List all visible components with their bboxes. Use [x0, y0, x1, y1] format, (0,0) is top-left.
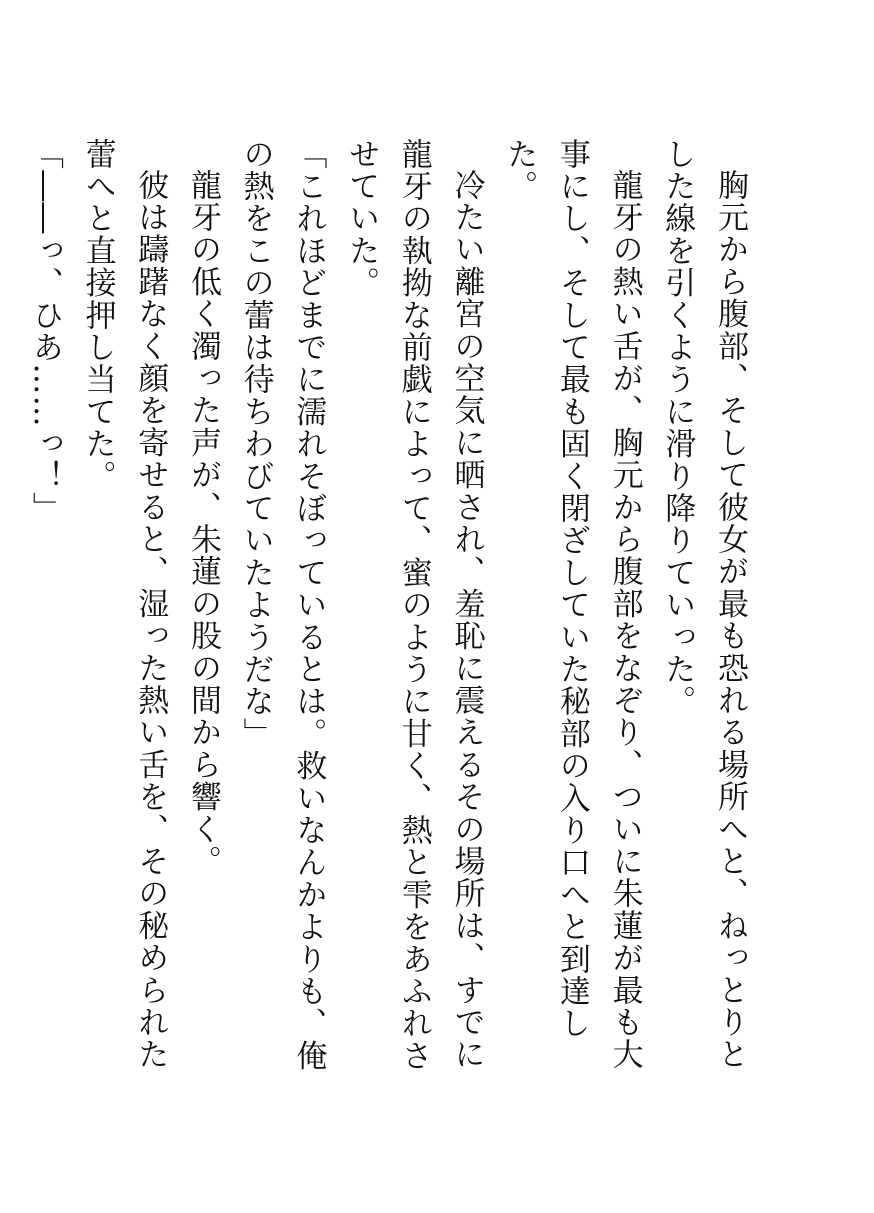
- paragraph-1: 胸元から腹部、そして彼女が最も恐れる場所へと、ねっとりとした線を引くように滑り降りていった。: [659, 138, 748, 1071]
- paragraph-2: 龍牙の熱い舌が、胸元から腹部をなぞり、ついに朱蓮が最も大事にし、そして最も固く閉ざしていた秘部の入り口へと到達した。: [501, 138, 643, 1071]
- vertical-text-body: [18, 138, 756, 1078]
- dialogue-line-2: 「――っ、ひあ……っ！」: [26, 138, 63, 525]
- paragraph-3: 冷たい離宮の空気に晒され、羞恥に震えるその場所は、すでに龍牙の執拗な前戯によって、蜜のように甘く、熱と雫をあふれさせていた。: [343, 138, 485, 1072]
- dialogue-line-1: 「これほどまでに濡れそぼっているとは。救いなんかよりも、俺の熱をこの蕾は待ちわびていたようだな」: [237, 138, 327, 1072]
- paragraph-5: 彼は躊躇なく顔を寄せると、湿った熱い舌を、その秘められた蕾へと直接押し当てた。: [79, 138, 169, 1071]
- paragraph-4: 龍牙の低く濁った声が、朱蓮の股の間から響く。: [184, 169, 221, 878]
